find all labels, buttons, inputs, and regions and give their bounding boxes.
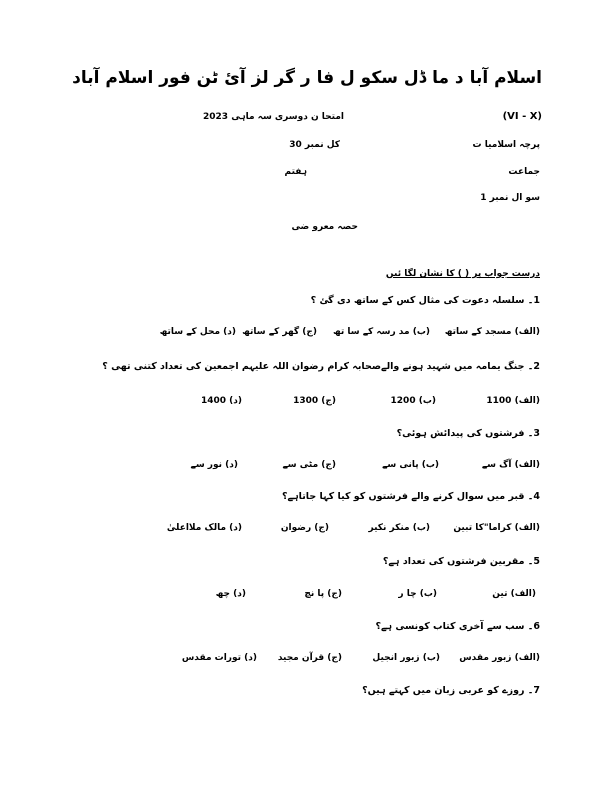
- option[interactable]: (د) محل کے ساتھ: [159, 327, 236, 337]
- question-5: 5۔ مقربین فرشتوں کی تعداد ہے؟: [382, 556, 540, 567]
- exam-title: امتحا ن دوسری سہ ماہی 2023: [203, 112, 344, 122]
- question-4: 4۔ قبر میں سوال کرنے والے فرشتوں کو کیا کہا جاتاہے؟: [282, 491, 540, 502]
- option[interactable]: (ج) پا نچ: [304, 589, 342, 599]
- option[interactable]: (ج) قرآن مجید: [277, 653, 342, 663]
- option[interactable]: (الف) 1100: [486, 396, 540, 406]
- question-2: 2۔ جنگ یمامہ میں شہید ہونے والےصحابہ کرام رضوان اللہ علیہم اجمعین کی تعداد کتنی تھی ؟: [102, 361, 540, 372]
- option[interactable]: (الف) کراما"کا تبین: [453, 523, 540, 533]
- option[interactable]: (ج) رضوان: [280, 523, 329, 533]
- option[interactable]: (ب) چا ر: [398, 589, 437, 599]
- section-title: حصہ معرو ضی: [291, 222, 358, 232]
- option[interactable]: (ج) گھر کے ساتھ: [242, 327, 317, 337]
- question-1: 1۔ سلسلہ دعوت کی مثال کس کے ساتھ دی گئ ؟: [310, 295, 540, 306]
- option[interactable]: (الف) تین: [492, 589, 536, 599]
- total-marks: کل نمبر 30: [289, 140, 340, 150]
- option[interactable]: (د) مالک ملااعلیٰ: [166, 523, 242, 533]
- option[interactable]: (الف) زبور مقدس: [459, 653, 540, 663]
- question-number: سو ال نمبر 1: [480, 193, 540, 203]
- school-title: اسلام آبا د ما ڈل سکو ل فا ر گر لز آئ ٹن فور اسلام آباد: [72, 68, 542, 88]
- option[interactable]: (ب) منکر نکیر: [368, 523, 430, 533]
- question-7: 7۔ روزے کو عربی زبان میں کہتے ہیں؟: [362, 685, 540, 696]
- instructions: درست جواب پر ( ) کا نشان لگا ئیں: [385, 269, 540, 279]
- option[interactable]: (ب) زبور انجیل: [372, 653, 440, 663]
- option[interactable]: (د) چھ: [215, 589, 246, 599]
- class-value: ہفتم: [284, 167, 307, 177]
- option[interactable]: (ب) مد رسہ کے سا تھ: [332, 327, 430, 337]
- question-3: 3۔ فرشتوں کی پیدائش ہوئی؟: [396, 428, 540, 439]
- option[interactable]: (الف) مسجد کے ساتھ: [444, 327, 540, 337]
- option[interactable]: (ب) پانی سے: [382, 460, 439, 470]
- question-6: 6۔ سب سے آخری کتاب کونسی ہے؟: [375, 621, 540, 632]
- option[interactable]: (الف) آگ سے: [481, 460, 540, 470]
- option[interactable]: (ج) 1300: [293, 396, 336, 406]
- option[interactable]: (د) تورات مقدس: [181, 653, 257, 663]
- option[interactable]: (د) نور سے: [190, 460, 238, 470]
- classes-range: (VI - X): [502, 111, 542, 122]
- class-label: جماعت: [508, 167, 540, 177]
- option[interactable]: (ب) 1200: [390, 396, 436, 406]
- option[interactable]: (د) 1400: [200, 396, 242, 406]
- option[interactable]: (ج) مٹی سے: [282, 460, 336, 470]
- subject-label: پرچہ اسلامیا ت: [472, 140, 540, 150]
